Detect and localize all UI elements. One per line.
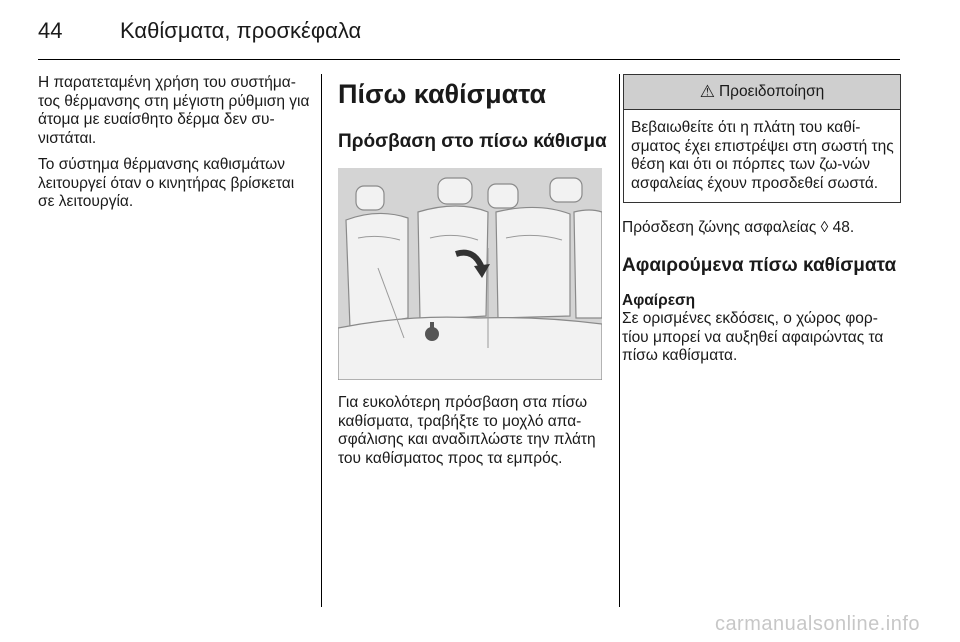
- paragraph: Σε ορισμένες εκδόσεις, ο χώρος φορ-τίου μπορεί να αυξηθεί αφαιρώντας τα πίσω καθίσματα.: [622, 310, 884, 364]
- figure-caption: Για ευκολότερη πρόσβαση στα πίσω καθίσματα, τραβήξτε το μοχλό απα-σφάλισης και αναδιπλώστε την πλάτη του καθίσματος προς τα εμπρός.: [338, 394, 596, 467]
- chapter-title: Καθίσματα, προσκέφαλα: [120, 18, 362, 43]
- seat-drawing: [338, 168, 602, 380]
- section-title: Αφαιρούμενα πίσω καθίσματα: [622, 254, 897, 276]
- paragraph: Η παρατεταμένη χρήση του συστήμα-τος θέρμανσης στη μέγιστη ρύθμιση για άτομα με ευαίσθητο δέρμα δεν συ-νιστάται.: [38, 74, 310, 147]
- subsection-title: Πρόσβαση στο πίσω κάθισμα: [338, 131, 607, 152]
- page-number: 44: [38, 18, 63, 43]
- column-middle: [338, 74, 606, 468]
- rear-seat-illustration: [338, 168, 602, 380]
- column-divider: [321, 74, 322, 607]
- header-rule: [38, 59, 900, 60]
- column-divider: [619, 74, 620, 607]
- warning-triangle-icon: ⚠: [699, 82, 715, 101]
- column-right: [622, 74, 904, 366]
- watermark: carmanualsonline.info: [714, 613, 920, 635]
- subheading-label: Αφαίρεση: [622, 291, 696, 309]
- section-title: Πίσω καθίσματα: [338, 79, 547, 109]
- warning-header: [624, 75, 900, 110]
- warning-box: [623, 74, 901, 203]
- warning-body: [624, 110, 900, 202]
- warning-text: Βεβαιωθείτε ότι η πλάτη του καθί-σματος έχει επιστρέψει στη σωστή της θέση και ότι οι πόρπες των ζω-νών ασφαλείας έχουν προσδεθεί σωστά.: [631, 119, 894, 192]
- cross-reference: Πρόσδεση ζώνης ασφαλείας ◊ 48.: [622, 219, 855, 236]
- paragraph: Το σύστημα θέρμανσης καθισμάτων λειτουργεί όταν ο κινητήρας βρίσκεται σε λειτουργία.: [38, 156, 295, 210]
- column-left: [38, 74, 310, 212]
- warning-title: Προειδοποίηση: [718, 83, 825, 100]
